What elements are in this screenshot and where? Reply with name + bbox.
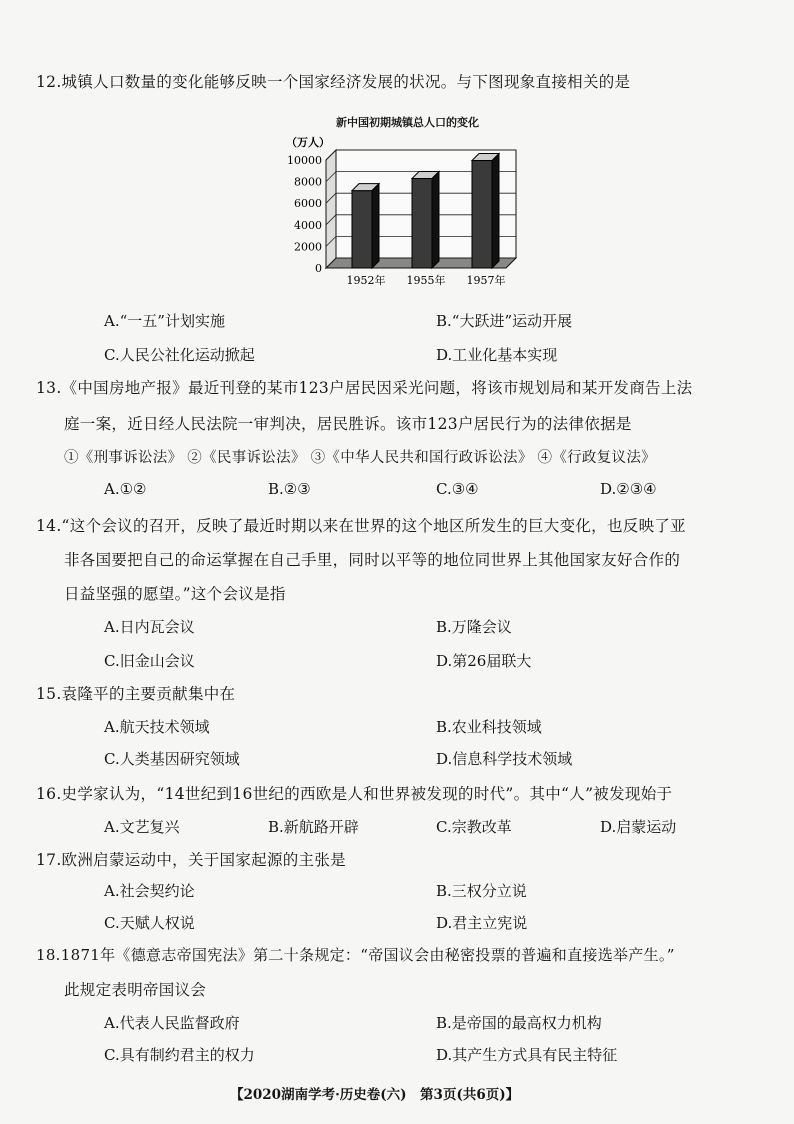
q13-option-d[interactable]: D.②③④ xyxy=(600,480,657,498)
q12-option-c[interactable]: C.人民公社化运动掀起 xyxy=(104,346,255,364)
q13-option-a[interactable]: A.①② xyxy=(104,480,147,498)
q14-stem-line2: 非各国要把自己的命运掌握在自己手里，同时以平等的地位同世界上其他国家友好合作的 xyxy=(64,551,681,569)
chart-bar xyxy=(472,161,492,268)
q16-stem: 16.史学家认为，“14世纪到16世纪的西欧是人和世界被发现的时代”。其中“人”被发现始于 xyxy=(36,785,673,803)
q15-option-d[interactable]: D.信息科学技术领域 xyxy=(436,750,573,768)
q18-option-a[interactable]: A.代表人民监督政府 xyxy=(104,1014,240,1032)
chart-bar-side xyxy=(432,172,439,268)
chart-ylabel: （万人） xyxy=(286,136,330,149)
q13-option-c[interactable]: C.③④ xyxy=(436,480,479,498)
chart-y-tick-label: 4000 xyxy=(294,218,322,232)
chart-side-wall xyxy=(326,150,336,268)
q18-stem-line1: 18.1871年《德意志帝国宪法》第二十条规定：“帝国议会由秘密投票的普遍和直接选举产生。” xyxy=(36,946,675,964)
chart-x-tick-label: 1952年 xyxy=(346,274,386,287)
q12-stem: 12.城镇人口数量的变化能够反映一个国家经济发展的状况。与下图现象直接相关的是 xyxy=(36,73,631,91)
chart-bar-side xyxy=(492,154,499,268)
q13-stem-line2: 庭一案，近日经人民法院一审判决，居民胜诉。该市123户居民行为的法律依据是 xyxy=(64,415,632,433)
chart-bar xyxy=(352,191,372,268)
q17-stem: 17.欧洲启蒙运动中，关于国家起源的主张是 xyxy=(36,851,346,869)
page-footer: 【2020湖南学考·历史卷(六) 第3页(共6页)】 xyxy=(230,1087,520,1103)
chart-y-tick-label: 6000 xyxy=(294,197,322,211)
q17-option-c[interactable]: C.天赋人权说 xyxy=(104,914,195,932)
q16-option-c[interactable]: C.宗教改革 xyxy=(436,818,512,836)
q14-option-c[interactable]: C.旧金山会议 xyxy=(104,652,195,670)
chart-title: 新中国初期城镇总人口的变化 xyxy=(336,116,479,129)
chart-x-tick-label: 1955年 xyxy=(406,274,446,287)
q13-stem-line1: 13.《中国房地产报》最近刊登的某市123户居民因采光问题，将该市规划局和某开发商告上法 xyxy=(36,379,693,397)
q15-stem: 15.袁隆平的主要贡献集中在 xyxy=(36,685,236,703)
q12-option-a[interactable]: A.“一五”计划实施 xyxy=(104,312,225,330)
q15-option-c[interactable]: C.人类基因研究领域 xyxy=(104,750,240,768)
chart-y-tick-label: 2000 xyxy=(294,240,322,254)
chart-y-tick-label: 8000 xyxy=(294,175,322,189)
chart-y-tick-label: 0 xyxy=(315,262,322,275)
q16-option-b[interactable]: B.新航路开辟 xyxy=(268,818,359,836)
chart-x-tick-label: 1957年 xyxy=(466,274,506,287)
q18-option-b[interactable]: B.是帝国的最高权力机构 xyxy=(436,1014,602,1032)
bar-chart xyxy=(282,128,542,298)
q13-items: ①《刑事诉讼法》 ②《民事诉讼法》 ③《中华人民共和国行政诉讼法》 ④《行政复议法》 xyxy=(64,450,656,466)
q13-option-b[interactable]: B.②③ xyxy=(268,480,311,498)
q17-option-b[interactable]: B.三权分立说 xyxy=(436,882,527,900)
q14-option-a[interactable]: A.日内瓦会议 xyxy=(104,618,195,636)
q18-option-d[interactable]: D.其产生方式具有民主特征 xyxy=(436,1046,618,1064)
chart-bar-side xyxy=(372,184,379,268)
q17-option-a[interactable]: A.社会契约论 xyxy=(104,882,195,900)
q15-option-a[interactable]: A.航天技术领域 xyxy=(104,718,210,736)
q16-option-a[interactable]: A.文艺复兴 xyxy=(104,818,180,836)
q14-stem-line3: 日益坚强的愿望。”这个会议是指 xyxy=(64,585,286,603)
q12-option-d[interactable]: D.工业化基本实现 xyxy=(436,346,558,364)
q15-option-b[interactable]: B.农业科技领域 xyxy=(436,718,542,736)
q18-stem-line2: 此规定表明帝国议会 xyxy=(64,981,207,999)
q14-stem-line1: 14.“这个会议的召开，反映了最近时期以来在世界的这个地区所发生的巨大变化，也反映了亚 xyxy=(36,517,686,535)
chart-y-tick-label: 10000 xyxy=(287,154,322,167)
q14-option-d[interactable]: D.第26届联大 xyxy=(436,652,532,670)
q17-option-d[interactable]: D.君主立宪说 xyxy=(436,914,528,932)
q12-option-b[interactable]: B.“大跃进”运动开展 xyxy=(436,312,573,330)
q14-option-b[interactable]: B.万隆会议 xyxy=(436,618,512,636)
q18-option-c[interactable]: C.具有制约君主的权力 xyxy=(104,1046,255,1064)
chart-bar xyxy=(412,179,432,268)
q16-option-d[interactable]: D.启蒙运动 xyxy=(600,818,677,836)
